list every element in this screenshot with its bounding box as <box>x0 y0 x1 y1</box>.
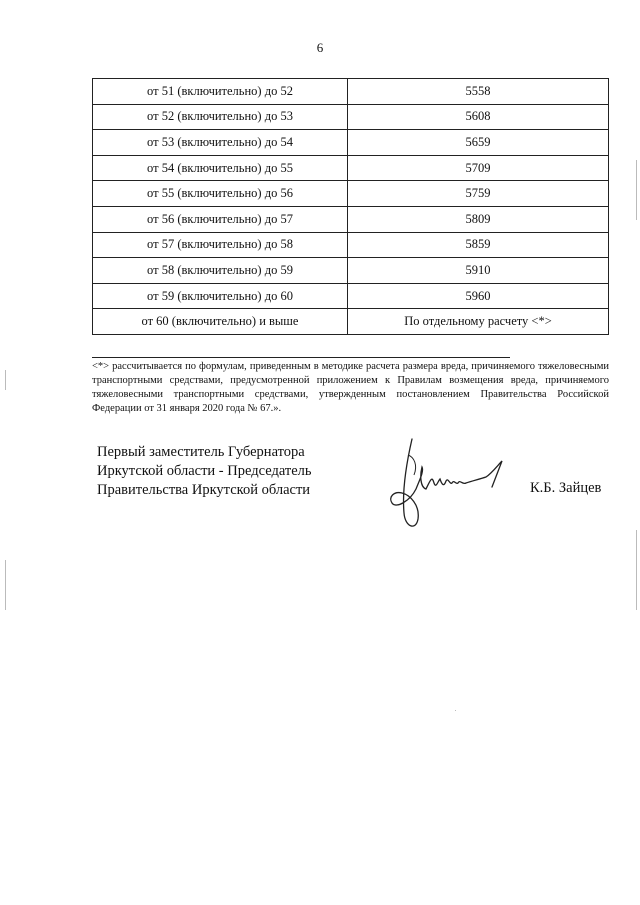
rates-table <box>92 78 609 335</box>
scan-artifact <box>636 160 637 220</box>
value-cell: 5709 <box>348 155 609 181</box>
range-cell: от 56 (включительно) до 57 <box>93 206 348 232</box>
table-row <box>93 232 609 258</box>
table-row <box>93 283 609 309</box>
range-cell: от 60 (включительно) и выше <box>93 309 348 335</box>
range-cell: от 54 (включительно) до 55 <box>93 155 348 181</box>
signatory-title-line: Правительства Иркутской области <box>97 482 311 498</box>
value-cell: 5659 <box>348 130 609 156</box>
footnote: <*> рассчитывается по формулам, приведенным в методике расчета размера вреда, причиняемого тяжеловесными транспортными средствами, предусмотренной приложением к Правилам возмещения вреда, причиняемого тяжеловесными транспортными средствами, утвержденным постановлением Правительства Российской Федерации от 31 января 2020 года № 67.». <box>92 361 609 414</box>
page-number: 6 <box>316 40 324 55</box>
table-row <box>93 206 609 232</box>
table-row <box>93 309 609 335</box>
footnote-divider <box>92 357 510 358</box>
table-row <box>93 104 609 130</box>
table-row <box>93 79 609 105</box>
range-cell: от 58 (включительно) до 59 <box>93 258 348 284</box>
signatory-title-line: Иркутской области - Председатель <box>97 463 312 479</box>
table-row <box>93 181 609 207</box>
signatory-title <box>97 443 357 500</box>
range-cell: от 53 (включительно) до 54 <box>93 130 348 156</box>
value-cell: 5960 <box>348 283 609 309</box>
range-cell: от 59 (включительно) до 60 <box>93 283 348 309</box>
value-cell: 5859 <box>348 232 609 258</box>
signatory-name: К.Б. Зайцев <box>530 480 602 496</box>
table-row <box>93 155 609 181</box>
value-cell: 5759 <box>348 181 609 207</box>
value-cell: 5558 <box>348 79 609 105</box>
table-row <box>93 258 609 284</box>
range-cell: от 55 (включительно) до 56 <box>93 181 348 207</box>
range-cell: от 52 (включительно) до 53 <box>93 104 348 130</box>
value-cell: 5910 <box>348 258 609 284</box>
value-cell: По отдельному расчету <*> <box>348 309 609 335</box>
signatory-title-line: Первый заместитель Губернатора <box>97 444 305 460</box>
value-cell: 5809 <box>348 206 609 232</box>
scan-artifact <box>5 560 6 610</box>
table-row <box>93 130 609 156</box>
range-cell: от 51 (включительно) до 52 <box>93 79 348 105</box>
scan-artifact <box>636 530 637 610</box>
scan-artifact <box>5 370 6 390</box>
value-cell: 5608 <box>348 104 609 130</box>
handwritten-signature <box>380 435 520 535</box>
scan-artifact <box>455 710 456 711</box>
range-cell: от 57 (включительно) до 58 <box>93 232 348 258</box>
